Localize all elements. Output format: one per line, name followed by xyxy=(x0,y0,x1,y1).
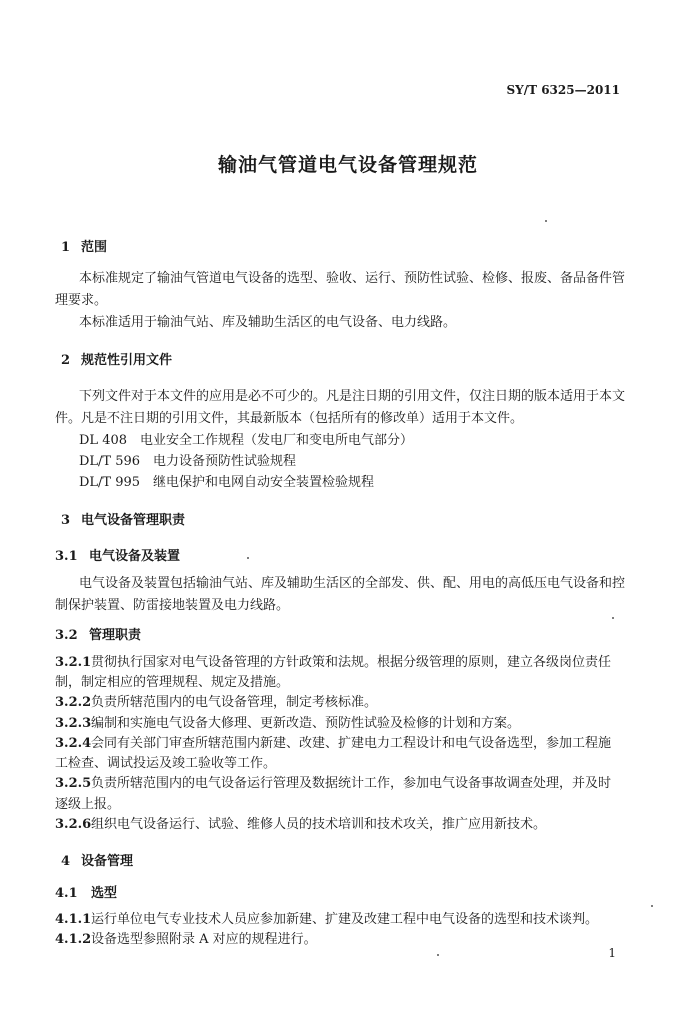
clause-text: 编制和实施电气设备大修理、更新改造、预防性试验及检修的计划和方案。 xyxy=(91,716,521,731)
subsection-number: 4.1 xyxy=(55,886,78,901)
paragraph-line: 理要求。 xyxy=(55,293,108,308)
paragraph-line: 本标准规定了输油气管道电气设备的选型、验收、运行、预防性试验、检修、报废、备品备件管 xyxy=(79,271,626,286)
scan-speck xyxy=(247,557,249,559)
standard-code: SY/T 6325—2011 xyxy=(506,83,620,97)
section-title: 规范性引用文件 xyxy=(81,353,173,368)
section-number: 4 xyxy=(61,854,71,869)
paragraph-line: 下列文件对于本文件的应用是必不可少的。凡是注日期的引用文件，仅注日期的版本适用于本文 xyxy=(79,389,626,404)
section-3-heading xyxy=(61,509,185,528)
clause-3-2-3 xyxy=(55,713,520,734)
section-number: 2 xyxy=(61,353,71,368)
clause-number: 3.2.5 xyxy=(55,776,92,791)
clause-continuation: 工检查、调试投运及竣工验收等工作。 xyxy=(55,756,277,771)
paragraph-line: 件。凡是不注日期的引用文件，其最新版本（包括所有的修改单）适用于本文件。 xyxy=(55,411,524,426)
reference-item: DL/T 596 电力设备预防性试验规程 xyxy=(79,454,297,469)
subsection-title: 电气设备及装置 xyxy=(89,549,181,564)
reference-item: DL 408 电业安全工作规程（发电厂和变电所电气部分） xyxy=(79,433,414,448)
clause-3-2-4 xyxy=(55,733,611,754)
clause-4-1-2 xyxy=(55,929,317,950)
section-number: 1 xyxy=(61,240,71,255)
clause-text: 会同有关部门审查所辖范围内新建、改建、扩建电力工程设计和电气设备选型，参加工程施 xyxy=(91,736,612,751)
section-4-heading xyxy=(61,850,133,869)
section-title: 设备管理 xyxy=(81,854,134,869)
document-title: 输油气管道电气设备管理规范 xyxy=(217,154,478,176)
clause-number: 4.1.2 xyxy=(55,932,92,947)
clause-continuation: 制，制定相应的管理规程、规定及措施。 xyxy=(55,675,290,690)
page-number: 1 xyxy=(608,946,616,960)
paragraph-line: 制保护装置、防雷接地装置及电力线路。 xyxy=(55,598,290,613)
clause-text: 负责所辖范围内的电气设备运行管理及数据统计工作，参加电气设备事故调查处理，并及时 xyxy=(91,776,612,791)
clause-3-2-2 xyxy=(55,692,377,713)
clause-number: 3.2.1 xyxy=(55,655,92,670)
clause-number: 3.2.6 xyxy=(55,817,92,832)
clause-number: 3.2.4 xyxy=(55,736,92,751)
clause-text: 运行单位电气专业技术人员应参加新建、扩建及改建工程中电气设备的选型和技术谈判。 xyxy=(91,912,599,927)
clause-number: 4.1.1 xyxy=(55,912,92,927)
section-number: 3 xyxy=(61,513,71,528)
scan-speck xyxy=(437,954,439,956)
section-1-heading xyxy=(61,236,107,255)
scan-speck xyxy=(612,617,614,619)
clause-text: 组织电气设备运行、试验、维修人员的技术培训和技术攻关，推广应用新技术。 xyxy=(91,817,547,832)
subsection-3-1-heading xyxy=(55,545,180,564)
subsection-title: 选型 xyxy=(91,886,118,901)
subsection-title: 管理职责 xyxy=(89,628,142,643)
section-title: 电气设备管理职责 xyxy=(81,513,186,528)
subsection-4-1-heading xyxy=(55,882,117,901)
scan-speck xyxy=(651,905,653,907)
clause-3-2-6 xyxy=(55,814,546,835)
clause-number: 3.2.3 xyxy=(55,716,92,731)
section-title: 范围 xyxy=(81,240,108,255)
subsection-number: 3.1 xyxy=(55,549,78,564)
clause-text: 贯彻执行国家对电气设备管理的方针政策和法规。根据分级管理的原则，建立各级岗位责任 xyxy=(91,655,612,670)
clause-text: 设备选型参照附录 A 对应的规程进行。 xyxy=(91,932,317,947)
section-2-heading xyxy=(61,349,172,368)
clause-text: 负责所辖范围内的电气设备管理，制定考核标准。 xyxy=(91,695,378,710)
clause-number: 3.2.2 xyxy=(55,695,92,710)
reference-item: DL/T 995 继电保护和电网自动安全装置检验规程 xyxy=(79,475,375,490)
clause-continuation: 逐级上报。 xyxy=(55,797,121,812)
paragraph-line: 电气设备及装置包括输油气站、库及辅助生活区的全部发、供、配、用电的高低压电气设备和控 xyxy=(79,576,626,591)
scan-speck xyxy=(545,220,547,222)
subsection-3-2-heading xyxy=(55,624,141,643)
clause-4-1-1 xyxy=(55,909,598,930)
subsection-number: 3.2 xyxy=(55,628,78,643)
clause-3-2-5 xyxy=(55,773,611,794)
clause-3-2-1 xyxy=(55,652,611,673)
paragraph-line: 本标准适用于输油气站、库及辅助生活区的电气设备、电力线路。 xyxy=(79,315,457,330)
